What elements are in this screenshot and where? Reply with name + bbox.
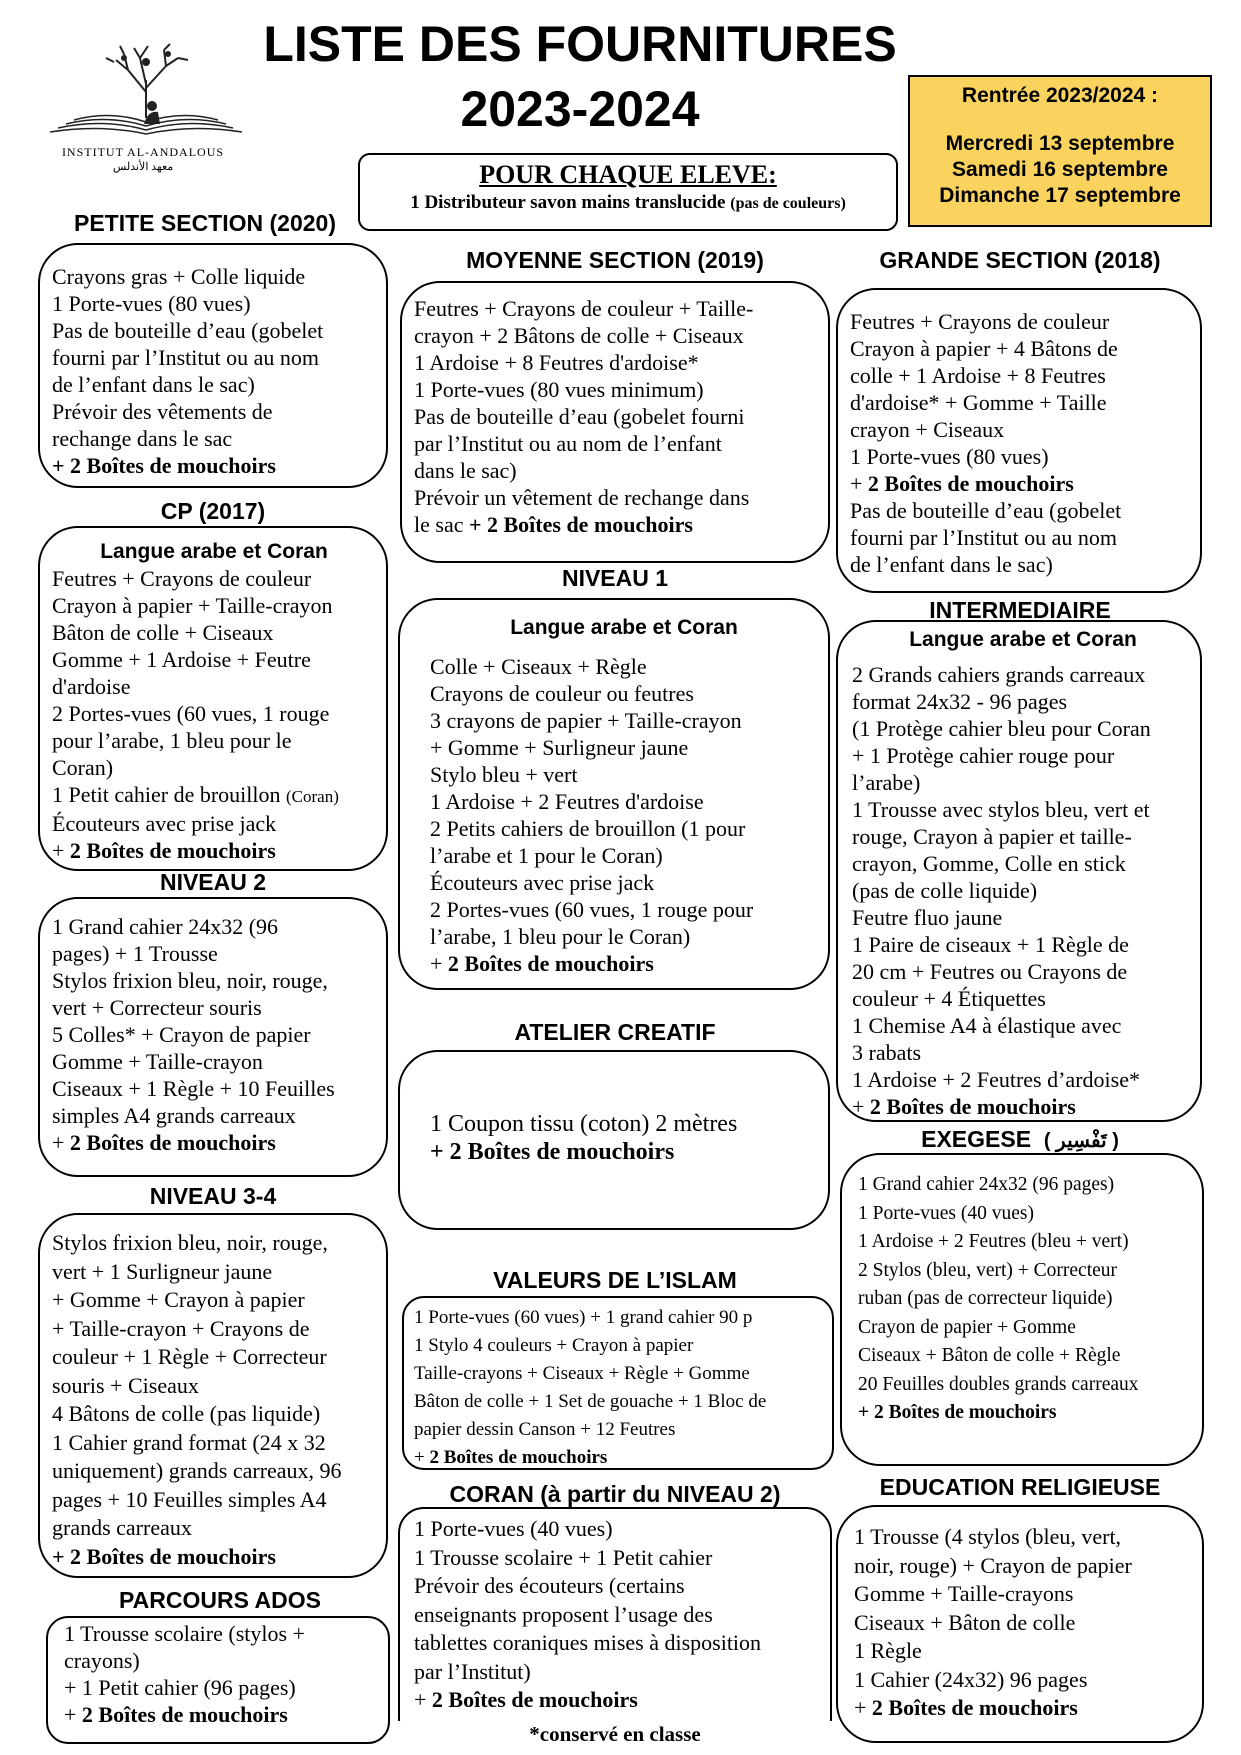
list-item: Écouteurs avec prise jack [430, 870, 655, 895]
list-item: noir, rouge) + Crayon de papier [854, 1552, 1132, 1578]
list-item: Feutres + Crayons de couleur [850, 309, 1110, 334]
list-item: 2 Petits cahiers de brouillon (1 pour [430, 816, 746, 841]
exegese-arabic: ( تَفْسِير ) [1043, 1130, 1119, 1152]
list-item: crayon + Ciseaux [850, 417, 1005, 442]
chaque-eleve-item: 1 Distributeur savon mains translucide (pas de couleurs) [410, 192, 846, 213]
list-item: + Gomme + Crayon à papier [52, 1287, 305, 1312]
list-item-mouchoirs: + 2 Boîtes de mouchoirs [414, 1687, 638, 1712]
list-item: 1 Trousse scolaire (stylos + [64, 1621, 305, 1646]
list-item: l’arabe, 1 bleu pour le Coran) [430, 924, 691, 949]
list-item: fourni par l’Institut ou au nom [52, 345, 320, 370]
list-item-mouchoirs: + 2 Boîtes de mouchoirs [852, 1094, 1076, 1119]
list-item: uniquement) grands carreaux, 96 [52, 1458, 342, 1483]
list-item: Crayons gras + Colle liquide [52, 264, 306, 289]
box-subtitle: Langue arabe et Coran [100, 540, 328, 563]
list-item-mouchoirs: + 2 Boîtes de mouchoirs [64, 1702, 288, 1727]
list-item: l’arabe et 1 pour le Coran) [430, 843, 663, 868]
moyenne-box [400, 281, 830, 563]
list-item: Coran) [52, 755, 114, 780]
list-item-mouchoirs: + 2 Boîtes de mouchoirs [52, 1130, 276, 1155]
section-title-niveau1: NIVEAU 1 [561, 565, 669, 591]
grande-box [836, 288, 1202, 593]
list-item: 1 Grand cahier 24x32 (96 [52, 914, 279, 939]
list-item: 1 Trousse scolaire + 1 Petit cahier [414, 1544, 713, 1570]
list-item: d'ardoise* + Gomme + Taille [850, 390, 1107, 415]
list-item: crayon, Gomme, Colle en stick [852, 851, 1126, 876]
section-title-valeurs: VALEURS DE L’ISLAM [493, 1267, 737, 1293]
list-item-mouchoirs: + 2 Boîtes de mouchoirs [52, 453, 276, 478]
footnote: *conservé en classe [398, 1721, 832, 1747]
box-subtitle: Langue arabe et Coran [510, 616, 738, 639]
list-item: vert + 1 Surligneur jaune [52, 1258, 273, 1284]
list-item: Colle + Ciseaux + Règle [430, 654, 647, 679]
page-title-line1: LISTE DES FOURNITURES [263, 16, 897, 72]
list-item: colle + 1 Ardoise + 8 Feutres [850, 363, 1106, 388]
list-item: Gomme + Taille-crayon [52, 1049, 263, 1074]
list-item: Pas de bouteille d’eau (gobelet fourni [414, 404, 745, 429]
section-title-petite: PETITE SECTION (2020) [73, 210, 336, 236]
rentree-box [908, 75, 1212, 227]
list-item: Prévoir un vêtement de rechange dans [414, 485, 750, 510]
list-item: par l’Institut ou au nom de l’enfant [414, 431, 722, 456]
list-item: Prévoir des vêtements de [52, 399, 273, 424]
list-item: pages + 10 Feuilles simples A4 [52, 1486, 327, 1512]
atelier-box [398, 1050, 830, 1230]
valeurs-box [402, 1296, 834, 1470]
list-item-mouchoirs: + 2 Boîtes de mouchoirs [414, 1447, 608, 1468]
list-item: de l’enfant dans le sac) [850, 552, 1053, 577]
list-item-mouchoirs: + 2 Boîtes de mouchoirs [854, 1695, 1078, 1720]
list-item: Crayons de couleur ou feutres [430, 681, 694, 706]
list-item: souris + Ciseaux [52, 1372, 199, 1398]
section-title-moyenne: MOYENNE SECTION (2019) [466, 247, 764, 273]
logo-text: INSTITUT AL-ANDALOUS [61, 145, 225, 159]
list-item: + Taille-crayon + Crayons de [52, 1315, 310, 1341]
list-item: Crayon à papier + 4 Bâtons de [850, 336, 1118, 361]
page-title-line2: 2023-2024 [460, 81, 700, 137]
list-item-mouchoirs: + 2 Boîtes de mouchoirs [430, 1139, 675, 1165]
list-item: 2 Grands cahiers grands carreaux [852, 662, 1146, 687]
chaque-eleve-heading: POUR CHAQUE ELEVE: [479, 160, 777, 189]
list-item: + 1 Protège cahier rouge pour [852, 743, 1115, 768]
list-item: 20 cm + Feutres ou Crayons de [852, 959, 1128, 984]
list-item: (pas de colle liquide) [852, 878, 1038, 903]
list-item: 1 Porte-vues (80 vues) [850, 444, 1049, 469]
list-item: Bâton de colle + 1 Set de gouache + 1 Bloc de [414, 1391, 767, 1412]
list-item: grands carreaux [52, 1515, 192, 1540]
petite-section-box [38, 243, 388, 488]
list-item: + Gomme + Surligneur jaune [430, 735, 689, 760]
list-item: Stylos frixion bleu, noir, rouge, [52, 968, 328, 993]
list-item: de l’enfant dans le sac) [52, 372, 255, 397]
list-item: 1 Grand cahier 24x32 (96 pages) [858, 1174, 1115, 1195]
rentree-date: Dimanche 17 septembre [939, 184, 1181, 207]
list-item: Feutre fluo jaune [852, 905, 1003, 930]
list-item: d'ardoise [52, 674, 131, 699]
list-item: couleur + 4 Étiquettes [852, 986, 1046, 1011]
list-item: 1 Coupon tissu (coton) 2 mètres [430, 1111, 738, 1137]
list-item: vert + Correcteur souris [52, 995, 262, 1020]
list-item: papier dessin Canson + 12 Feutres [414, 1419, 676, 1440]
section-title-intermediaire: INTERMEDIAIRE [929, 597, 1111, 623]
list-item: pour l’arabe, 1 bleu pour le [52, 728, 292, 753]
list-item-mouchoirs: le sac + 2 Boîtes de mouchoirs [414, 512, 693, 537]
list-item: Ciseaux + 1 Règle + 10 Feuilles [52, 1076, 335, 1101]
list-item: pages) + 1 Trousse [52, 941, 218, 966]
list-item: rechange dans le sac [52, 426, 233, 451]
list-item: Ciseaux + Bâton de colle + Règle [858, 1345, 1121, 1366]
list-item: 1 Ardoise + 2 Feutres d’ardoise* [852, 1067, 1140, 1092]
list-item-mouchoirs: + 2 Boîtes de mouchoirs [52, 838, 276, 863]
exegese-box [840, 1153, 1204, 1466]
section-title-coran: CORAN (à partir du NIVEAU 2) [449, 1481, 781, 1507]
ados-box [46, 1616, 390, 1744]
list-item: 2 Portes-vues (60 vues, 1 rouge pour [430, 897, 754, 922]
list-item: simples A4 grands carreaux [52, 1103, 296, 1128]
list-item: crayon + 2 Bâtons de colle + Ciseaux [414, 323, 744, 348]
logo-arabic-text: معهد الأندلس [112, 161, 174, 173]
list-item: 1 Paire de ciseaux + 1 Règle de [852, 932, 1129, 957]
list-item: Feutres + Crayons de couleur [52, 566, 312, 591]
list-item: 1 Cahier (24x32) 96 pages [854, 1666, 1088, 1692]
list-item: 1 Trousse (4 stylos (bleu, vert, [854, 1524, 1122, 1549]
list-item: 3 crayons de papier + Taille-crayon [430, 708, 742, 733]
section-title-atelier: ATELIER CREATIF [514, 1019, 716, 1045]
list-item: Prévoir des écouteurs (certains [414, 1573, 685, 1598]
list-item: Taille-crayons + Ciseaux + Règle + Gomme [414, 1363, 750, 1384]
list-item: Stylo bleu + vert [430, 762, 578, 787]
niveau1-box [398, 598, 830, 990]
list-item-mouchoirs: + 2 Boîtes de mouchoirs [858, 1402, 1057, 1423]
list-item: Crayon à papier + Taille-crayon [52, 593, 333, 618]
list-item: 1 Cahier grand format (24 x 32 [52, 1429, 326, 1455]
list-item: (1 Protège cahier bleu pour Coran [852, 716, 1151, 741]
list-item: format 24x32 - 96 pages [852, 689, 1068, 714]
list-item: Stylos frixion bleu, noir, rouge, [52, 1230, 328, 1255]
list-item: 1 Ardoise + 2 Feutres d'ardoise [430, 789, 704, 814]
tree-book-icon [28, 40, 258, 140]
list-item: Crayon de papier + Gomme [858, 1316, 1076, 1338]
list-item: 1 Ardoise + 2 Feutres (bleu + vert) [858, 1231, 1129, 1252]
list-item: 1 Règle [854, 1638, 922, 1663]
niveau2-box [38, 897, 388, 1177]
list-item-mouchoirs: + 2 Boîtes de mouchoirs [850, 471, 1074, 496]
box-subtitle: Langue arabe et Coran [909, 628, 1137, 651]
list-item: Pas de bouteille d’eau (gobelet [52, 318, 324, 343]
list-item: 1 Chemise A4 à élastique avec [852, 1013, 1122, 1038]
niveau34-box [38, 1213, 388, 1578]
section-title-niveau34: NIVEAU 3-4 [149, 1183, 277, 1209]
section-title-exegese: EXEGESE ( تَفْسِير ) [921, 1126, 1119, 1152]
list-item: 1 Porte-vues (40 vues) [858, 1202, 1035, 1224]
list-item: 1 Stylo 4 couleurs + Crayon à papier [414, 1335, 694, 1356]
list-item: rouge, Crayon à papier et taille- [852, 824, 1132, 849]
rentree-heading: Rentrée 2023/2024 : [961, 84, 1159, 107]
logo [28, 40, 258, 173]
cp-box [38, 526, 388, 871]
list-item: Bâton de colle + Ciseaux [52, 620, 274, 645]
list-item-mouchoirs: + 2 Boîtes de mouchoirs [52, 1543, 276, 1569]
list-item: 1 Porte-vues (60 vues) + 1 grand cahier 90 p [414, 1307, 753, 1328]
list-item: enseignants proposent l’usage des [414, 1601, 713, 1627]
list-item: Ciseaux + Bâton de colle [854, 1609, 1076, 1635]
list-item: + 1 Petit cahier (96 pages) [64, 1675, 296, 1700]
list-item: 4 Bâtons de colle (pas liquide) [52, 1401, 321, 1426]
list-item: par l’Institut) [414, 1658, 531, 1684]
list-item: Gomme + 1 Ardoise + Feutre [52, 647, 311, 672]
list-item: Pas de bouteille d’eau (gobelet [850, 498, 1122, 523]
list-item: 20 Feuilles doubles grands carreaux [858, 1373, 1139, 1395]
list-item: 5 Colles* + Crayon de papier [52, 1022, 311, 1047]
list-item: l’arabe) [852, 770, 921, 795]
list-item: Feutres + Crayons de couleur + Taille- [414, 296, 754, 321]
list-item: 1 Ardoise + 8 Feutres d'ardoise* [414, 350, 699, 375]
list-item: fourni par l’Institut ou au nom [850, 525, 1118, 550]
chaque-eleve-box [358, 153, 898, 231]
section-title-cp: CP (2017) [160, 498, 266, 524]
section-title-ados: PARCOURS ADOS [119, 1587, 321, 1613]
list-item: 1 Petit cahier de brouillon (Coran) [52, 782, 339, 807]
coran-box [398, 1507, 832, 1745]
list-item: 1 Porte-vues (40 vues) [414, 1516, 613, 1541]
rentree-date: Mercredi 13 septembre [945, 132, 1175, 155]
section-title-education: EDUCATION RELIGIEUSE [879, 1474, 1161, 1500]
section-title-grande: GRANDE SECTION (2018) [879, 247, 1161, 273]
list-item: 1 Trousse avec stylos bleu, vert et [852, 797, 1150, 822]
list-item: Écouteurs avec prise jack [52, 811, 277, 836]
intermediaire-box [836, 620, 1202, 1122]
list-item: tablettes coraniques mises à disposition [414, 1630, 762, 1655]
list-item: couleur + 1 Règle + Correcteur [52, 1344, 327, 1369]
list-item: crayons) [64, 1648, 140, 1673]
rentree-date: Samedi 16 septembre [952, 158, 1168, 181]
list-item-mouchoirs: + 2 Boîtes de mouchoirs [430, 951, 654, 976]
list-item: 1 Porte-vues (80 vues) [52, 291, 251, 316]
list-item: dans le sac) [414, 458, 517, 483]
list-item: ruban (pas de correcteur liquide) [858, 1288, 1113, 1309]
list-item: 2 Stylos (bleu, vert) + Correcteur [858, 1259, 1118, 1281]
list-item: Gomme + Taille-crayons [854, 1581, 1074, 1606]
education-box [836, 1505, 1204, 1743]
list-item: 1 Porte-vues (80 vues minimum) [414, 377, 704, 402]
list-item: 3 rabats [852, 1040, 922, 1065]
list-item: 2 Portes-vues (60 vues, 1 rouge [52, 701, 330, 726]
section-title-niveau2: NIVEAU 2 [159, 869, 267, 895]
